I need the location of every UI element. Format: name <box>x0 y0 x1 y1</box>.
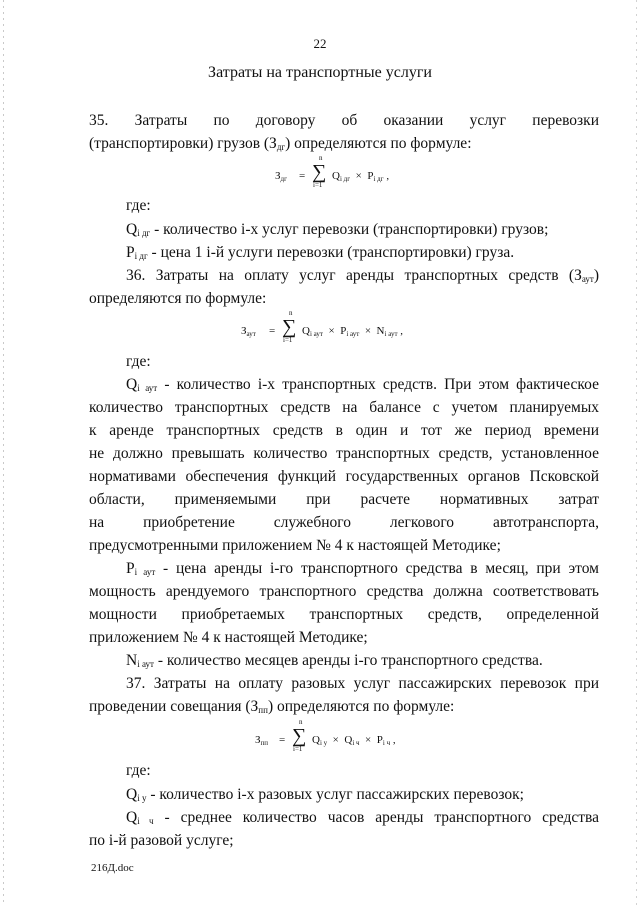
scan-edge-left <box>3 0 4 905</box>
p35-where: где: <box>126 197 151 214</box>
p35-def-q: $Q_{i дг}$ - количество i-х услуг перевозки (транспортировки) грузов; <box>126 221 549 238</box>
p36-q-line-6: области, применяемыми при расчете нормативных затрат <box>89 491 599 508</box>
p37-def-qch-line-1: $Q_{i ч}$ - среднее количество часов аренды транспортного средства <box>126 809 599 826</box>
sum-sign: ∑ <box>312 161 327 183</box>
p37-line-2: проведении совещания $(З_{пп})$ определяются по формуле: <box>89 698 455 715</box>
p36-line-2: определяются по формуле: <box>89 290 267 307</box>
p35-def-p: $P_{i дг}$ - цена 1 i-й услуги перевозки (транспортировки) груза. <box>126 244 515 261</box>
p36-p-line-4: приложением № 4 к настоящей Методике; <box>89 629 368 646</box>
p36-p-line-1: $P_{i аут}$ - цена аренды i-го транспортного средства в месяц, при этом <box>126 560 599 577</box>
p36-q-line-1: $Q_{i аут}$ - количество i-х транспортных средств. При этом фактическое <box>126 376 599 393</box>
p36-def-n: $N_{i аут}$ - количество месяцев аренды i-го транспортного средства. <box>126 652 543 669</box>
p36-q-line-4: не должно превышать количество транспортных средств, установленное <box>89 445 599 462</box>
sum-sign: ∑ <box>292 725 307 747</box>
page-number: 22 <box>313 36 327 51</box>
scan-edge-right <box>636 0 637 905</box>
formula-cargo: Здг = n ∑ i=1 Qi дг × Pi дг , <box>275 154 390 189</box>
p36-q-line-2: количество транспортных средств на балансе с учетом планируемых <box>89 399 599 416</box>
p35-line-1: 35. Затраты по договору об оказании услуг перевозки <box>89 112 599 129</box>
p36-q-line-7: на приобретение служебного легкового автотранспорта, <box>89 514 599 531</box>
formula-rent: Заут = n ∑ i=1 Qi аут × Pi аут × Ni аут , <box>241 309 404 344</box>
p36-where: где: <box>126 353 151 370</box>
p37-def-qch-line-2: по i-й разовой услуге; <box>89 832 234 849</box>
p36-line-1: 36. Затраты на оплату услуг аренды транспортных средств $(З_{аут})$ <box>126 267 599 284</box>
formula-passenger: Зпп = n ∑ i=1 Qi у × Qi ч × Pi ч , <box>255 718 396 753</box>
p37-def-qy: $Q_{i у}$ - количество i-х разовых услуг пассажирских перевозок; <box>126 786 524 803</box>
p35-line-2: (транспортировки) грузов $(З_{дг})$ определяются по формуле: <box>89 135 472 152</box>
section-title: Затраты на транспортные услуги <box>208 64 432 81</box>
p37-line-1: 37. Затраты на оплату разовых услуг пассажирских перевозок при <box>126 675 599 692</box>
p36-p-line-3: мощности приобретаемых транспортных средств, определенной <box>89 606 599 623</box>
footer-filename: 216Д.doc <box>91 862 134 874</box>
sum-sign: ∑ <box>282 316 297 338</box>
p36-q-line-8: предусмотренными приложением № 4 к настоящей Методике; <box>89 537 501 554</box>
p36-p-line-2: мощность арендуемого транспортного средства должна соответствовать <box>89 583 599 600</box>
p36-q-line-3: к аренде транспортных средств в один и тот же период времени <box>89 422 599 439</box>
p37-where: где: <box>126 762 151 779</box>
p36-q-line-5: нормативами обеспечения функций государственных органов Псковской <box>89 468 599 485</box>
